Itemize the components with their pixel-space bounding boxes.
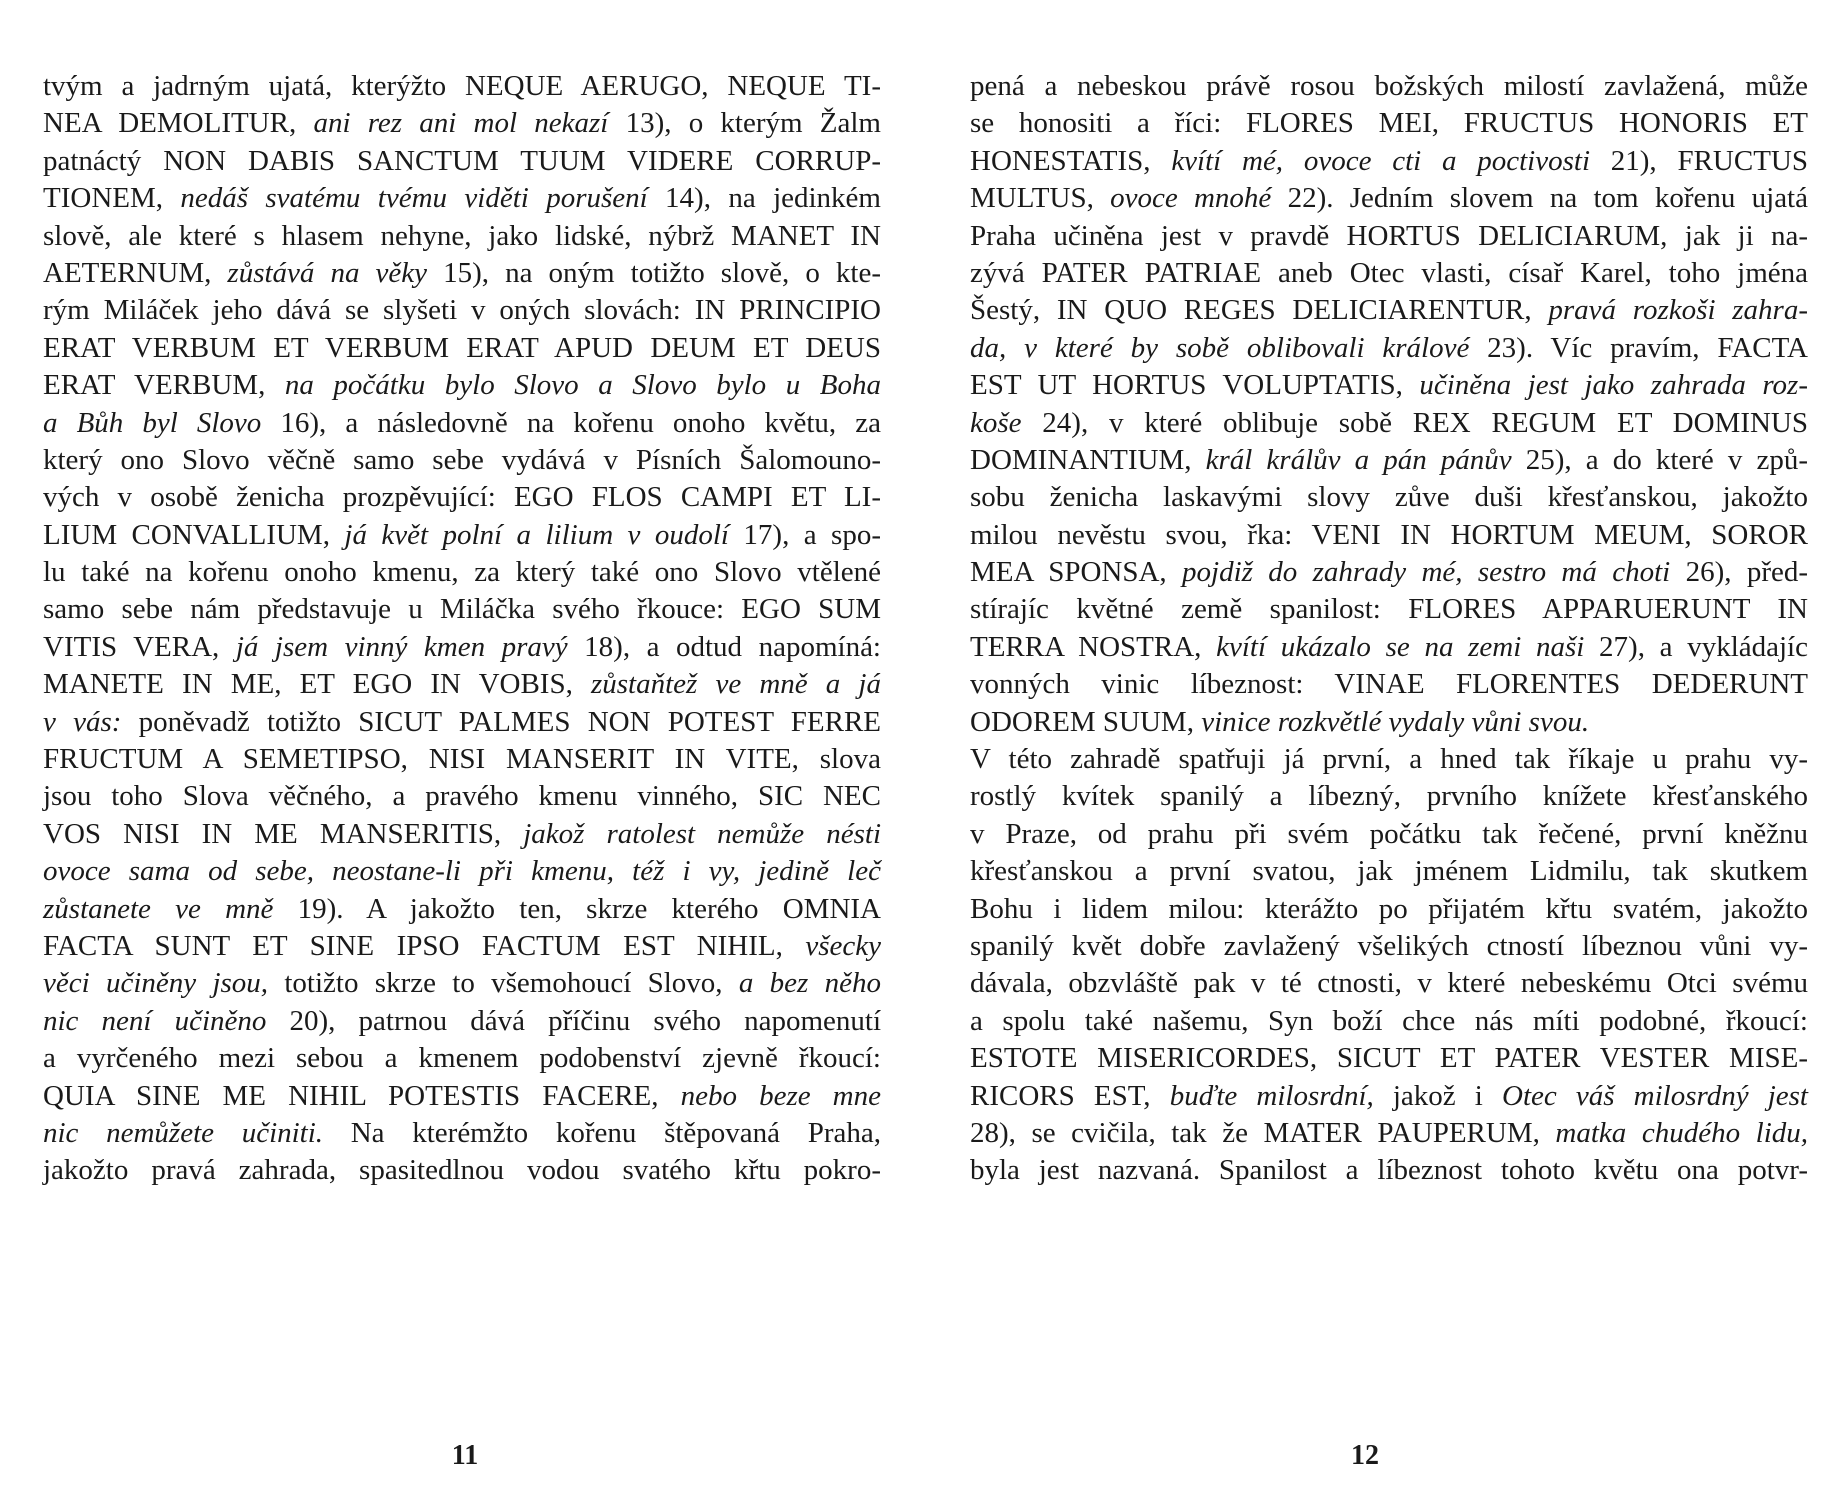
- roman-text: 22). Jedním slovem na tom kořenu ujatá: [1271, 182, 1808, 215]
- italic-text: vinice rozkvětlé vydaly vůni svou.: [1201, 705, 1590, 738]
- roman-text: dávala, obzvláště pak v té ctnosti, v které nebeskému Otci svému: [970, 967, 1808, 1000]
- roman-text: a spolu také našemu, Syn boží chce nás míti podobné, řkoucí:: [970, 1004, 1808, 1037]
- text-line: [43, 442, 881, 479]
- roman-text: MULTUS,: [970, 182, 1111, 215]
- roman-text: FRUCTUM A SEMETIPSO, NISI MANSERIT IN VITE, slova: [43, 743, 881, 776]
- italic-text: nedáš svatému tvému viděti porušení: [180, 182, 648, 215]
- roman-text: totižto skrze to všemohoucí Slovo,: [268, 967, 739, 1000]
- roman-text: NEA DEMOLITUR,: [43, 107, 314, 140]
- text-line: [970, 405, 1808, 442]
- roman-text: patnáctý NON DABIS SANCTUM TUUM VIDERE CORRUP-: [43, 144, 881, 177]
- text-line: [43, 853, 881, 890]
- italic-text: kvítí mé, ovoce cti a poctivosti: [1171, 144, 1590, 177]
- italic-text: na počátku bylo Slovo a Slovo bylo u Boha: [284, 369, 881, 402]
- text-line: [43, 1040, 881, 1077]
- text-line: [43, 816, 881, 853]
- roman-text: MEA SPONSA,: [970, 556, 1183, 589]
- roman-text: tvým a jadrným ujatá, kterýžto NEQUE AERUGO, NEQUE TI-: [43, 70, 881, 102]
- text-line: [970, 180, 1808, 217]
- text-line: [43, 741, 881, 778]
- roman-text: vonných vinic líbeznost: VINAE FLORENTES DEDERUNT: [970, 668, 1808, 701]
- italic-text: da, v které by sobě oblibovali králové: [970, 331, 1470, 364]
- italic-text: koše: [970, 406, 1022, 439]
- roman-text: 18), a odtud napomíná:: [567, 630, 881, 663]
- text-line: [970, 629, 1808, 666]
- roman-text: RICORS EST,: [970, 1079, 1170, 1112]
- roman-text: 25), a do které v způ-: [1511, 443, 1809, 476]
- roman-text: byla jest nazvaná. Spanilost a líbeznost tohoto květu ona potvr-: [970, 1154, 1808, 1187]
- roman-text: jakožto pravá zahrada, spasitedlnou vodou svatého křtu pokro-: [43, 1154, 881, 1187]
- italic-text: všecky: [805, 929, 881, 962]
- text-line: [970, 891, 1808, 928]
- roman-text: HONESTATIS,: [970, 144, 1172, 177]
- text-line: [970, 255, 1808, 292]
- roman-text: rostlý kvítek spanilý a líbezný, prvního knížete křesťanského: [970, 780, 1808, 813]
- roman-text: slově, ale které s hlasem nehyne, jako lidské, nýbrž MANET IN: [43, 219, 881, 252]
- roman-text: pená a nebeskou právě rosou božských milostí zavlažená, může: [970, 70, 1808, 102]
- text-line: [970, 68, 1808, 105]
- text-line: [970, 928, 1808, 965]
- text-line: [970, 704, 1808, 741]
- roman-text: sobu ženicha laskavými slovy zůve duši křesťanskou, jakožto: [970, 481, 1808, 514]
- italic-text: v vás:: [43, 705, 122, 738]
- roman-text: VOS NISI IN ME MANSERITIS,: [43, 817, 524, 850]
- roman-text: V této zahradě spatřuji já první, a hned tak říkaje u prahu vy-: [970, 743, 1808, 776]
- roman-text: Praha učiněna jest v pravdě HORTUS DELICIARUM, jak ji na-: [970, 219, 1808, 252]
- roman-text: DOMINANTIUM,: [970, 443, 1206, 476]
- text-line: [43, 704, 881, 741]
- text-line: [970, 591, 1808, 628]
- roman-text: milou nevěstu svou, řka: VENI IN HORTUM MEUM, SOROR: [970, 518, 1808, 551]
- text-line: [43, 105, 881, 142]
- italic-text: pravá rozkoši zahra-: [1548, 294, 1808, 327]
- roman-text: VITIS VERA,: [43, 630, 236, 663]
- italic-text: ovoce sama od sebe, neostane-li při kmenu, též i vy, jedině leč: [43, 855, 881, 888]
- roman-text: MANETE IN ME, ET EGO IN VOBIS,: [43, 668, 591, 701]
- roman-text: ODOREM SUUM,: [970, 705, 1202, 738]
- roman-text: LIUM CONVALLIUM,: [43, 518, 345, 551]
- roman-text: samo sebe nám představuje u Miláčka svého řkouce: EGO SUM: [43, 593, 881, 626]
- italic-text: matka chudého lidu,: [1555, 1116, 1808, 1149]
- text-line: [43, 405, 881, 442]
- italic-text: já květ polní a lilium v oudolí: [344, 518, 729, 551]
- roman-text: 19). A jakožto ten, skrze kterého OMNIA: [273, 892, 881, 925]
- roman-text: 13), o kterým Žalm: [608, 107, 881, 140]
- text-line: [970, 853, 1808, 890]
- roman-text: se honositi a říci: FLORES MEI, FRUCTUS HONORIS ET: [970, 107, 1808, 140]
- text-line: [43, 218, 881, 255]
- italic-text: pojdiž do zahrady mé, sestro má choti: [1182, 556, 1671, 589]
- roman-text: ERAT VERBUM,: [43, 369, 285, 402]
- left-page-number: 11: [451, 1440, 479, 1471]
- text-line: [970, 1078, 1808, 1115]
- text-line: [43, 928, 881, 965]
- text-line: [970, 1115, 1808, 1152]
- text-line: [970, 554, 1808, 591]
- text-line: [43, 479, 881, 516]
- roman-text: jsou toho Slova věčného, a pravého kmenu vinného, SIC NEC: [43, 780, 881, 813]
- right-page-number: 12: [1351, 1440, 1379, 1471]
- text-line: [43, 591, 881, 628]
- text-line: [43, 965, 881, 1002]
- italic-text: a bez něho: [738, 967, 882, 1000]
- right-page: [919, 0, 1838, 1500]
- italic-text: nebo beze mne: [680, 1079, 881, 1112]
- text-line: [43, 629, 881, 666]
- italic-text: zůstanete ve mně: [43, 892, 274, 925]
- text-line: [43, 330, 881, 367]
- text-line: [970, 666, 1808, 703]
- text-line: [43, 517, 881, 554]
- text-line: [43, 180, 881, 217]
- roman-text: který ono Slovo věčně samo sebe vydává v Písních Šalomouno-: [43, 443, 881, 476]
- italic-text: kvítí ukázalo se na zemi naši: [1216, 630, 1585, 663]
- text-line: [970, 292, 1808, 329]
- roman-text: a vyrčeného mezi sebou a kmenem podobenství zjevně řkoucí:: [43, 1042, 881, 1075]
- roman-text: v Praze, od prahu při svém počátku tak řečené, první kněžnu: [970, 817, 1808, 850]
- text-line: [970, 218, 1808, 255]
- text-line: [43, 554, 881, 591]
- text-line: [43, 143, 881, 180]
- roman-text: spanilý květ dobře zavlažený všelikých ctností líbeznou vůni vy-: [970, 929, 1808, 962]
- roman-text: ESTOTE MISERICORDES, SICUT ET PATER VESTER MISE-: [970, 1042, 1808, 1075]
- italic-text: učiněna jest jako zahrada roz-: [1419, 369, 1808, 402]
- text-line: [43, 1078, 881, 1115]
- roman-text: poněvadž totižto SICUT PALMES NON POTEST FERRE: [121, 705, 882, 738]
- roman-text: rým Miláček jeho dává se slyšeti v oných slovách: IN PRINCIPIO: [43, 294, 881, 327]
- roman-text: 27), a vykládajíc: [1584, 630, 1808, 663]
- italic-text: věci učiněny jsou,: [43, 967, 269, 1000]
- roman-text: Bohu i lidem milou: kterážto po přijatém křtu svatém, jakožto: [970, 892, 1808, 925]
- italic-text: jakož ratolest nemůže nésti: [523, 817, 882, 850]
- roman-text: lu také na kořenu onoho kmenu, za který také ono Slovo vtělené: [43, 556, 881, 589]
- text-line: [43, 1152, 881, 1189]
- italic-text: a Bůh byl Slovo: [43, 406, 262, 439]
- italic-text: král králův a pán pánův: [1205, 443, 1512, 476]
- italic-text: Otec váš milosrdný jest: [1502, 1079, 1808, 1112]
- text-line: [43, 778, 881, 815]
- roman-text: jakož i: [1373, 1079, 1502, 1112]
- roman-text: FACTA SUNT ET SINE IPSO FACTUM EST NIHIL,: [43, 929, 806, 962]
- roman-text: 15), na oným totižto slově, o kte-: [427, 256, 881, 289]
- roman-text: 21), FRUCTUS: [1590, 144, 1808, 177]
- roman-text: TIONEM,: [43, 182, 181, 215]
- text-line: [43, 1003, 881, 1040]
- text-line: [43, 891, 881, 928]
- text-line: [43, 68, 881, 105]
- right-page-body-text: [970, 68, 1808, 1190]
- roman-text: 17), a spo-: [728, 518, 881, 551]
- italic-text: já jsem vinný kmen pravý: [235, 630, 568, 663]
- roman-text: TERRA NOSTRA,: [970, 630, 1217, 663]
- italic-text: zůstává na věky: [227, 256, 428, 289]
- text-line: [970, 143, 1808, 180]
- text-line: [970, 442, 1808, 479]
- text-line: [970, 1040, 1808, 1077]
- roman-text: 28), se cvičila, tak že MATER PAUPERUM,: [970, 1116, 1556, 1149]
- text-line: [43, 1115, 881, 1152]
- roman-text: Šestý, IN QUO REGES DELICIARENTUR,: [970, 294, 1549, 327]
- text-line: [43, 666, 881, 703]
- text-line: [43, 292, 881, 329]
- italic-text: ani rez ani mol nekazí: [313, 107, 609, 140]
- roman-text: ERAT VERBUM ET VERBUM ERAT APUD DEUM ET DEUS: [43, 331, 881, 364]
- text-line: [970, 479, 1808, 516]
- italic-text: ovoce mnohé: [1110, 182, 1272, 215]
- roman-text: AETERNUM,: [43, 256, 228, 289]
- roman-text: Na kterémžto kořenu štěpovaná Praha,: [323, 1116, 881, 1149]
- text-line: [970, 816, 1808, 853]
- roman-text: 26), před-: [1670, 556, 1809, 589]
- roman-text: zývá PATER PATRIAE aneb Otec vlasti, císař Karel, toho jména: [970, 256, 1808, 289]
- text-line: [43, 255, 881, 292]
- text-line: [970, 1152, 1808, 1189]
- text-line: [970, 965, 1808, 1002]
- text-line: [970, 330, 1808, 367]
- text-line: [970, 778, 1808, 815]
- italic-text: nic není učiněno: [43, 1004, 267, 1037]
- italic-text: zůstaňtež ve mně a já: [590, 668, 881, 701]
- text-line: [970, 367, 1808, 404]
- text-line: [43, 367, 881, 404]
- left-page-body-text: [43, 68, 881, 1190]
- roman-text: 14), na jedinkém: [647, 182, 881, 215]
- roman-text: 23). Víc pravím, FACTA: [1469, 331, 1808, 364]
- italic-text: nic nemůžete učiniti.: [43, 1116, 324, 1149]
- text-line: [970, 1003, 1808, 1040]
- roman-text: stírajíc květné země spanilost: FLORES APPARUERUNT IN: [970, 593, 1808, 626]
- roman-text: 20), patrnou dává příčinu svého napomenutí: [266, 1004, 881, 1037]
- roman-text: EST UT HORTUS VOLUPTATIS,: [970, 369, 1420, 402]
- text-line: [970, 105, 1808, 142]
- roman-text: 16), a následovně na kořenu onoho květu, za: [261, 406, 881, 439]
- roman-text: křesťanskou a první svatou, jak jménem Lidmilu, tak skutkem: [970, 855, 1808, 888]
- text-line: [970, 517, 1808, 554]
- roman-text: QUIA SINE ME NIHIL POTESTIS FACERE,: [43, 1079, 681, 1112]
- italic-text: buďte milosrdní,: [1169, 1079, 1374, 1112]
- text-line: [970, 741, 1808, 778]
- roman-text: 24), v které oblibuje sobě REX REGUM ET DOMINUS: [1021, 406, 1808, 439]
- roman-text: vých v osobě ženicha prozpěvující: EGO FLOS CAMPI ET LI-: [43, 481, 881, 514]
